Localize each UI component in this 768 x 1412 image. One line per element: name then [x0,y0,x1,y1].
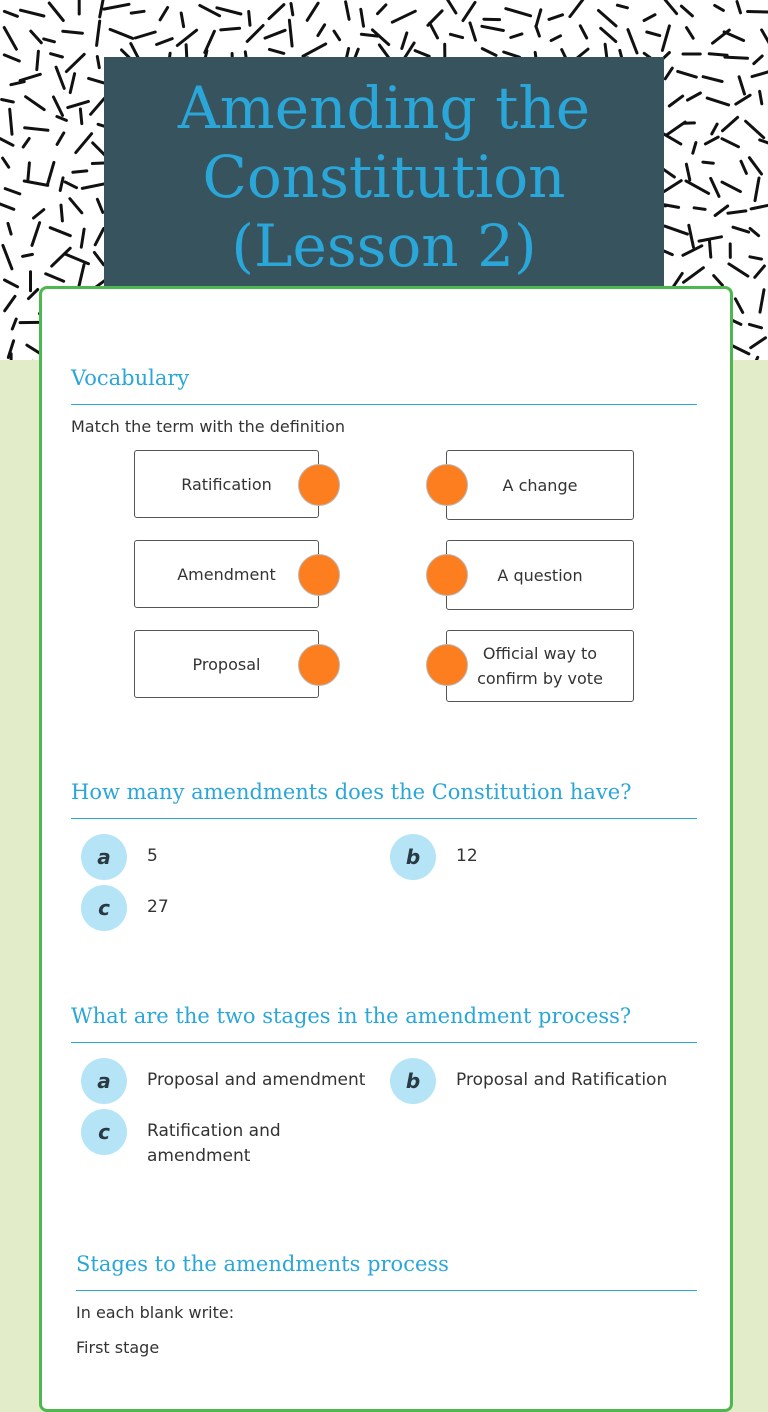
pattern-dash [739,77,744,94]
pattern-dash [5,280,18,287]
q1-option-c-badge[interactable]: c [81,885,127,931]
pattern-dash [551,36,560,41]
pattern-dash [736,95,750,104]
pattern-dash [23,139,29,148]
q2-heading: What are the two stages in the amendment process? [71,1004,631,1028]
pattern-dash [157,39,173,45]
pattern-dash [76,134,92,153]
pattern-dash [707,98,728,105]
pattern-dash [749,324,761,327]
pattern-dash [57,117,67,121]
pattern-dash [48,162,54,183]
pattern-dash [735,299,742,313]
pattern-dash [665,68,672,79]
pattern-dash [665,226,688,234]
pattern-dash [482,49,496,56]
pattern-dash [249,12,250,26]
pattern-dash [686,164,689,180]
pattern-dash [709,54,727,56]
pattern-dash [303,44,326,56]
pattern-dash [307,3,318,20]
pattern-dash [750,229,759,236]
q1-option-b-badge[interactable]: b [390,834,436,880]
pattern-dash [291,4,293,15]
pattern-dash [684,268,704,283]
pattern-dash [318,25,325,36]
pattern-dash [95,228,104,244]
pattern-dash [703,77,722,82]
match-term-2[interactable]: Amendment [134,540,319,608]
pattern-dash [24,181,48,185]
q1-heading: How many amendments does the Constitution have? [71,780,631,804]
pattern-dash [669,96,682,106]
pattern-dash [662,26,669,51]
pattern-dash [511,34,522,38]
pattern-dash [750,257,762,259]
q1-rule [71,818,697,819]
pattern-dash [34,210,44,218]
pattern-dash [737,2,741,13]
q1-option-a-text[interactable]: 5 [147,844,158,869]
pattern-dash [663,169,675,177]
vocab-rule [71,404,697,405]
pattern-dash [644,15,655,21]
pattern-dash [709,240,710,257]
q1-option-c-text[interactable]: 27 [147,895,169,920]
pattern-dash [580,26,586,38]
pattern-dash [749,158,761,174]
pattern-dash [73,171,87,172]
pattern-dash [66,54,84,71]
pattern-dash [715,206,728,216]
pattern-dash [70,74,74,93]
match-def-1[interactable]: A change [446,450,634,520]
pattern-dash [54,97,63,115]
pattern-dash [703,162,713,163]
match-dot-left-2[interactable] [298,554,340,596]
pattern-dash [711,178,719,196]
q1-option-a-badge[interactable]: a [81,834,127,880]
match-term-1[interactable]: Ratification [134,450,319,518]
pattern-dash [506,9,531,16]
match-dot-left-3[interactable] [298,644,340,686]
pattern-dash [63,31,83,33]
vocab-heading: Vocabulary [71,366,189,390]
pattern-dash [270,49,284,53]
pattern-dash [25,128,48,131]
pattern-dash [392,11,415,22]
pattern-dash [289,20,292,46]
pattern-dash [450,34,462,37]
pattern-dash [463,2,475,20]
pattern-dash [741,161,746,173]
pattern-dash [4,11,17,16]
q3-rule [76,1290,697,1291]
match-dot-right-3[interactable] [426,644,468,686]
q2-option-a-text[interactable]: Proposal and amendment [147,1068,365,1093]
pattern-dash [61,205,62,221]
page-title: Amending the Constitution (Lesson 2) [104,74,664,281]
pattern-dash [80,109,81,124]
pattern-dash [755,266,765,277]
q1-option-b-text[interactable]: 12 [456,844,478,869]
pattern-dash [60,178,63,191]
pattern-dash [601,28,616,41]
pattern-dash [0,203,14,209]
pattern-dash [733,227,749,232]
pattern-dash [110,29,133,38]
pattern-dash [693,143,696,154]
pattern-dash [674,273,683,286]
vocab-instruction: Match the term with the definition [71,417,345,436]
pattern-dash [52,248,70,266]
pattern-dash [56,67,64,88]
pattern-dash [686,181,709,194]
pattern-dash [378,5,386,14]
pattern-dash [753,357,758,360]
pattern-dash [346,2,350,20]
pattern-dash [12,319,16,329]
pattern-dash [181,13,183,27]
pattern-dash [762,30,768,43]
pattern-dash [361,9,364,26]
q2-option-b-badge[interactable]: b [390,1058,436,1104]
pattern-dash [617,5,627,8]
pattern-dash [66,254,89,263]
pattern-dash [3,158,9,167]
pattern-dash [135,32,155,38]
pattern-dash [722,139,739,147]
pattern-dash [715,5,724,10]
pattern-dash [265,30,285,38]
q3-first-stage: First stage [76,1338,159,1357]
pattern-dash [722,182,740,192]
pattern-dash [728,211,746,213]
pattern-dash [402,33,407,49]
pattern-dash [4,28,16,50]
pattern-dash [746,121,764,138]
pattern-dash [549,15,563,20]
pattern-dash [94,253,103,265]
pattern-dash [79,265,84,287]
pattern-dash [665,0,676,14]
pattern-dash [46,274,64,281]
pattern-dash [57,133,64,145]
pattern-dash [688,93,701,100]
pattern-dash [49,3,63,21]
pattern-dash [51,54,63,57]
pattern-dash [70,199,82,213]
pattern-dash [26,97,45,110]
pattern-dash [751,204,768,209]
pattern-dash [5,296,15,311]
pattern-dash [44,39,55,42]
pattern-dash [694,208,705,210]
pattern-dash [28,163,30,181]
q2-option-b-text[interactable]: Proposal and Ratification [456,1068,667,1093]
pattern-dash [760,140,768,144]
q3-instruction: In each blank write: [76,1303,234,1322]
pattern-dash [97,57,99,68]
pattern-dash [8,223,11,234]
pattern-dash [760,91,762,104]
pattern-dash [91,98,105,114]
pattern-dash [160,8,168,20]
pattern-dash [11,82,24,85]
pattern-dash [482,26,504,30]
pattern-dash [205,31,215,52]
pattern-dash [334,31,340,40]
pattern-dash [5,189,20,194]
pattern-dash [50,228,70,236]
pattern-dash [20,74,40,80]
pattern-dash [628,30,637,53]
pattern-dash [247,26,263,42]
pattern-dash [81,229,84,247]
pattern-dash [217,8,241,14]
pattern-dash [131,11,144,13]
pattern-dash [599,11,617,26]
pattern-dash [97,21,100,45]
pattern-dash [0,137,13,145]
pattern-dash [712,124,717,134]
match-term-3[interactable]: Proposal [134,630,319,698]
pattern-dash [23,254,33,256]
q2-rule [71,1042,697,1043]
pattern-dash [361,34,377,36]
pattern-dash [760,290,764,312]
pattern-dash [97,199,102,212]
pattern-dash [681,6,692,16]
pattern-dash [4,55,19,61]
pattern-dash [269,5,284,19]
pattern-dash [536,26,540,36]
match-dot-right-2[interactable] [426,554,468,596]
pattern-dash [10,109,12,134]
q2-option-c-text[interactable]: Ratification and amendment [147,1119,347,1169]
pattern-dash [32,223,40,246]
pattern-dash [415,51,429,57]
match-dot-left-1[interactable] [298,464,340,506]
pattern-dash [754,56,762,64]
pattern-dash [177,30,196,45]
pattern-dash [470,23,476,40]
pattern-dash [536,10,541,27]
pattern-dash [705,137,718,144]
pattern-dash [2,100,14,103]
pattern-dash [68,101,89,107]
pattern-dash [89,78,106,83]
pattern-dash [751,338,766,348]
match-def-2[interactable]: A question [446,540,634,610]
pattern-dash [570,0,583,17]
pattern-dash [667,122,685,135]
pattern-dash [755,178,759,201]
pattern-dash [714,276,723,286]
pattern-dash [724,32,744,41]
match-def-3[interactable]: Official way to confirm by vote [446,630,634,702]
q2-option-c-badge[interactable]: c [81,1109,127,1155]
pattern-dash [687,28,694,39]
pattern-dash [221,28,240,30]
pattern-dash [448,0,456,13]
pattern-dash [37,51,39,69]
pattern-dash [104,4,129,9]
pattern-dash [3,245,12,268]
pattern-dash [752,72,768,77]
pattern-dash [729,264,748,276]
pattern-dash [31,31,42,43]
q3-heading: Stages to the amendments process [76,1252,449,1276]
pattern-dash [748,12,768,13]
pattern-dash [65,182,76,188]
pattern-dash [689,225,694,247]
q2-option-a-badge[interactable]: a [81,1058,127,1104]
pattern-dash [21,10,44,16]
pattern-dash [723,117,738,130]
match-dot-right-1[interactable] [426,464,468,506]
pattern-dash [725,57,748,58]
pattern-dash [678,71,697,77]
pattern-dash [430,23,438,38]
pattern-dash [647,32,660,36]
